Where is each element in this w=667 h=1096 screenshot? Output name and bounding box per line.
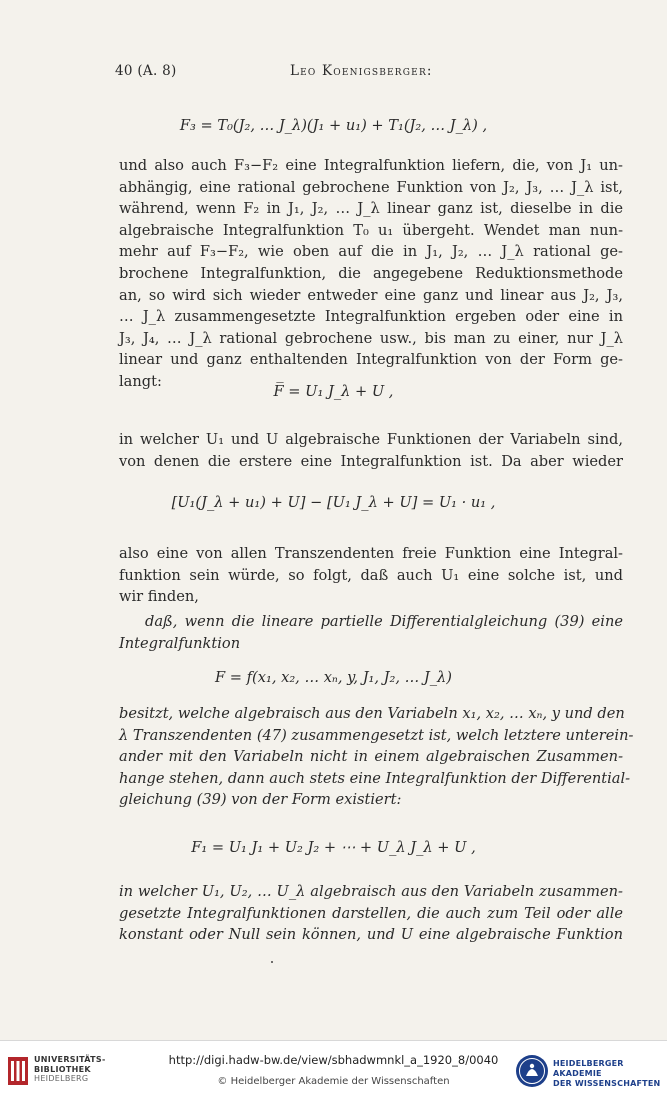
text-line: und also auch F₃−F₂ eine Integralfunktion liefern, die, von J₁ un- — [119, 157, 623, 174]
text-line: während, wenn F₂ in J₁, J₂, … J_λ linear ganz ist, dieselbe in die — [119, 200, 623, 218]
text-line: abhängig, eine rational gebrochene Funktion von J₂, J₃, … J_λ ist, — [119, 178, 623, 196]
text-line: funktion sein würde, so folgt, daß auch U₁ eine solche ist, und — [119, 566, 623, 584]
text-line: J₃, J₄, … J_λ rational gebrochene usw., bis man zu einer, nur J_λ — [119, 329, 623, 347]
formula-f1: F₁ = U₁ J₁ + U₂ J₂ + ⋯ + U_λ J_λ + U , — [191, 839, 476, 856]
text-line: besitzt, welche algebraisch aus den Variabeln x₁, x₂, … xₙ, y und den — [119, 705, 625, 722]
text-line: gleichung (39) von der Form existiert: — [119, 791, 402, 809]
academy-seal-icon — [515, 1054, 549, 1088]
text-line: brochene Integralfunktion, die angegebene Reduktionsmethode — [119, 264, 623, 282]
text-line: hange stehen, dann auch stets eine Integralfunktion der Differential- — [119, 769, 631, 787]
text-line: … J_λ zusammengesetzte Integralfunktion ergeben oder eine in — [119, 308, 623, 326]
viewer-footer — [0, 1040, 667, 1096]
text-line: daß, wenn die lineare partielle Differentialgleichung (39) eine — [145, 613, 623, 630]
formula-difference: [U₁(J_λ + u₁) + U] − [U₁ J_λ + U] = U₁ · u₁ , — [171, 494, 496, 511]
copyright-notice: © Heidelberger Akademie der Wissenschaften — [217, 1076, 450, 1087]
text-line: mehr auf F₃−F₂, wie oben auf die in J₁, J₂, … J_λ rational ge- — [119, 243, 623, 261]
text-line: in welcher U₁, U₂, … U_λ algebraisch aus den Variabeln zusammen- — [119, 883, 623, 900]
text-line: in welcher U₁ und U algebraische Funktionen der Variabeln sind, — [119, 431, 623, 448]
page-speck — [271, 961, 273, 963]
text-line: λ Transzendenten (47) zusammengesetzt ist, welch letztere unterein- — [119, 726, 634, 744]
page-number: 40 (A. 8) — [115, 63, 177, 79]
text-line: an, so wird sich wieder entweder eine ganz und linear aus J₂, J₃, — [119, 286, 623, 304]
formula-integralfunction: F = f(x₁, x₂, … xₙ, y, J₁, J₂, … J_λ) — [215, 669, 452, 686]
text-line: linear und ganz enthaltenden Integralfunktion von der Form ge- — [119, 351, 623, 369]
text-line: ander mit den Variabeln nicht in einem algebraischen Zusammen- — [119, 748, 623, 766]
theorem-part-3 — [119, 881, 623, 946]
theorem-part-1 — [119, 611, 623, 654]
logo-text-line: BIBLIOTHEK — [34, 1064, 91, 1074]
text-line: von denen die erstere eine Integralfunktion ist. Da aber wieder — [119, 452, 623, 470]
document-url-link[interactable]: http://digi.hadw-bw.de/view/sbhadwmnkl_a_1920_8/0040 — [168, 1053, 499, 1067]
formula-f3: F₃ = T₀(J₂, … J_λ)(J₁ + u₁) + T₁(J₂, … J_λ) , — [179, 117, 488, 134]
paragraph-2 — [119, 429, 623, 472]
logo-text-line: HEIDELBERG — [34, 1074, 89, 1083]
academy-label — [553, 1059, 667, 1089]
logo-text-line: UNIVERSITÄTS- — [34, 1055, 106, 1064]
text-line: algebraische Integralfunktion T₀ u₁ übergeht. Wendet man nun- — [119, 221, 623, 239]
logo-text-line: DER WISSENSCHAFTEN — [553, 1079, 661, 1088]
text-line: Integralfunktion — [119, 634, 241, 652]
paragraph-3 — [119, 543, 623, 608]
formula-f-bar: F̅ = U₁ J_λ + U , — [273, 383, 394, 400]
text-line: langt: — [119, 372, 162, 390]
text-line: konstant oder Null sein können, und U eine algebraische Funktion — [119, 926, 623, 944]
text-line: gesetzte Integralfunktionen darstellen, die auch zum Teil oder alle — [119, 904, 623, 922]
paragraph-1 — [119, 155, 623, 393]
running-header-author: Leo Koenigsberger: — [290, 63, 433, 79]
theorem-part-2 — [119, 703, 634, 811]
text-line: also eine von allen Transzendenten freie Funktion eine Integral- — [119, 545, 623, 562]
logo-text-line: HEIDELBERGER AKADEMIE — [553, 1059, 624, 1078]
text-line: wir finden, — [119, 588, 199, 606]
